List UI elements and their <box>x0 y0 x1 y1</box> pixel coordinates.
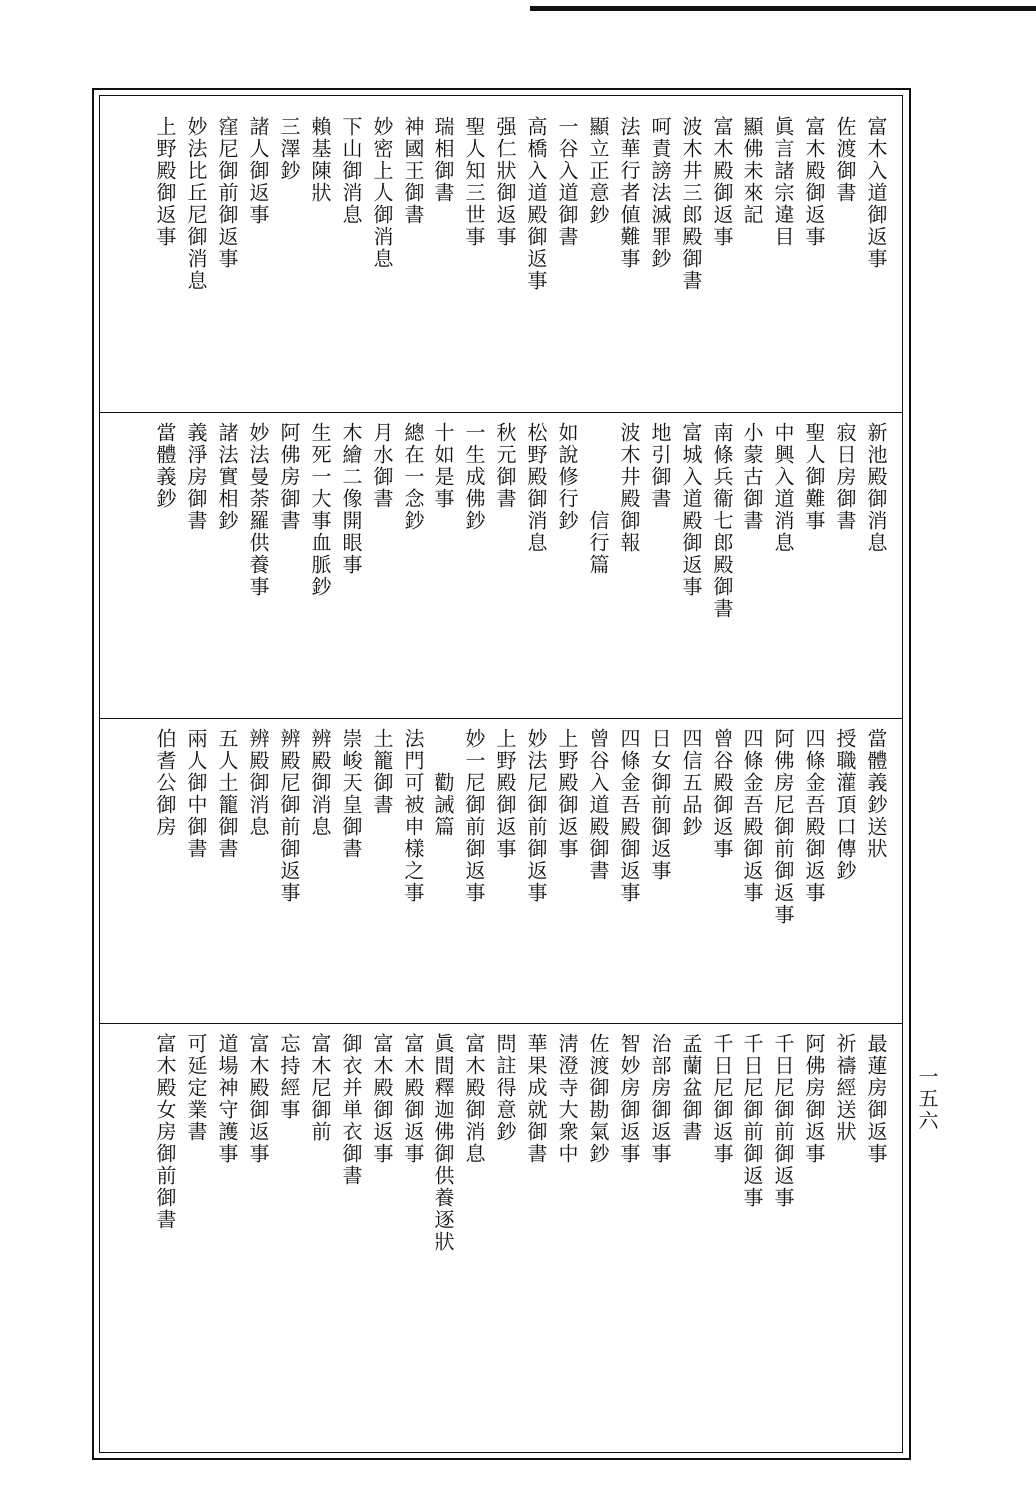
toc-entry: 寂日房御書 <box>833 422 857 532</box>
toc-entry: 五人土籠御書 <box>215 728 239 860</box>
section-divider <box>99 1023 903 1024</box>
toc-entry: 富木殿女房御前御書 <box>153 1033 177 1231</box>
toc-entry: 諸人御返事 <box>246 116 270 226</box>
toc-entry: 阿佛房御書 <box>277 422 301 532</box>
toc-entry: 曾谷殿御返事 <box>710 728 734 860</box>
toc-entry: 授職灌頂口傳鈔 <box>833 728 857 882</box>
toc-section-3 <box>100 728 902 1018</box>
toc-entry: 四條金吾殿御返事 <box>802 728 826 904</box>
toc-entry: 神國王御書 <box>401 116 425 226</box>
toc-entry: 祈禱經送狀 <box>833 1033 857 1143</box>
toc-entry: 佐渡御書 <box>833 116 857 204</box>
page-number: 一五六 <box>915 1066 939 1132</box>
toc-entry: 諸法實相鈔 <box>215 422 239 532</box>
toc-entry: 辨殿尼御前御返事 <box>277 728 301 904</box>
toc-entry: 妙法比丘尼御消息 <box>184 116 208 292</box>
toc-section-1 <box>100 116 902 406</box>
toc-entry: 義淨房御書 <box>184 422 208 532</box>
toc-entry: 阿佛房御返事 <box>802 1033 826 1165</box>
toc-entry: 孟蘭盆御書 <box>679 1033 703 1143</box>
toc-entry: 御衣并単衣御書 <box>339 1033 363 1187</box>
toc-entry: 富木殿御消息 <box>462 1033 486 1165</box>
toc-entry: 妙法曼荼羅供養事 <box>246 422 270 598</box>
toc-entry: 木繪二像開眼事 <box>339 422 363 576</box>
toc-entry: 中興入道消息 <box>771 422 795 554</box>
toc-entry: 呵責謗法滅罪鈔 <box>648 116 672 270</box>
toc-entry: 一生成佛鈔 <box>462 422 486 532</box>
toc-entry: 治部房御返事 <box>648 1033 672 1165</box>
toc-entry: 妙密上人御消息 <box>370 116 394 270</box>
toc-entry: 日女御前御返事 <box>648 728 672 882</box>
toc-entry: 瑞相御書 <box>431 116 455 204</box>
toc-entry: 千日尼御前御返事 <box>740 1033 764 1209</box>
toc-entry: 道場神守護事 <box>215 1033 239 1165</box>
toc-entry: 四條金吾殿御返事 <box>740 728 764 904</box>
toc-entry: 四條金吾殿御返事 <box>617 728 641 904</box>
toc-entry: 佐渡御勘氣鈔 <box>586 1033 610 1165</box>
toc-entry: 當體義鈔 <box>153 422 177 510</box>
toc-entry: 富木尼御前 <box>308 1033 332 1143</box>
toc-entry: 上野殿御返事 <box>153 116 177 248</box>
toc-entry: 月水御書 <box>370 422 394 510</box>
toc-entry: 聖人御難事 <box>802 422 826 532</box>
toc-entry: 窪尼御前御返事 <box>215 116 239 270</box>
toc-entry: 法門可被申樣之事 <box>401 728 425 904</box>
toc-entry: 秋元御書 <box>493 422 517 510</box>
toc-entry: 强仁狀御返事 <box>493 116 517 248</box>
toc-entry: 富城入道殿御返事 <box>679 422 703 598</box>
toc-entry: 眞言諸宗違目 <box>771 116 795 248</box>
toc-entry: 問註得意鈔 <box>493 1033 517 1143</box>
toc-entry: 當體義鈔送狀 <box>864 728 888 860</box>
toc-entry: 阿佛房尼御前御返事 <box>771 728 795 926</box>
top-rule <box>530 6 1036 11</box>
toc-entry: 千日尼御返事 <box>710 1033 734 1165</box>
toc-entry: 地引御書 <box>648 422 672 510</box>
toc-entry: 三澤鈔 <box>277 116 301 182</box>
toc-section-4 <box>100 1033 902 1445</box>
toc-heading: 勸誡篇 <box>431 772 455 838</box>
toc-entry: 千日尼御前御返事 <box>771 1033 795 1209</box>
toc-entry: 法華行者値難事 <box>617 116 641 270</box>
toc-entry: 上野殿御返事 <box>555 728 579 860</box>
section-divider <box>99 412 903 413</box>
toc-entry: 波木井三郎殿御書 <box>679 116 703 292</box>
toc-entry: 華果成就御書 <box>524 1033 548 1165</box>
toc-entry: 富木殿御返事 <box>370 1033 394 1165</box>
toc-entry: 波木井殿御報 <box>617 422 641 554</box>
toc-entry: 四信五品鈔 <box>679 728 703 838</box>
toc-entry: 高橋入道殿御返事 <box>524 116 548 292</box>
toc-entry: 松野殿御消息 <box>524 422 548 554</box>
toc-entry: 妙一尼御前御返事 <box>462 728 486 904</box>
toc-entry: 上野殿御返事 <box>493 728 517 860</box>
toc-entry: 下山御消息 <box>339 116 363 226</box>
toc-entry: 辨殿御消息 <box>246 728 270 838</box>
toc-entry: 新池殿御消息 <box>864 422 888 554</box>
toc-entry: 富木殿御返事 <box>710 116 734 248</box>
toc-entry: 賴基陳狀 <box>308 116 332 204</box>
toc-entry: 富木殿御返事 <box>802 116 826 248</box>
toc-entry: 生死一大事血脈鈔 <box>308 422 332 598</box>
toc-entry: 富木殿御返事 <box>401 1033 425 1165</box>
toc-entry: 富木殿御返事 <box>246 1033 270 1165</box>
toc-entry: 可延定業書 <box>184 1033 208 1143</box>
toc-entry: 兩人御中御書 <box>184 728 208 860</box>
toc-entry: 土籠御書 <box>370 728 394 816</box>
toc-entry: 一谷入道御書 <box>555 116 579 248</box>
toc-entry: 最蓮房御返事 <box>864 1033 888 1165</box>
toc-entry: 南條兵衞七郎殿御書 <box>710 422 734 620</box>
toc-entry: 如說修行鈔 <box>555 422 579 532</box>
toc-entry: 小蒙古御書 <box>740 422 764 532</box>
toc-entry: 崇峻天皇御書 <box>339 728 363 860</box>
toc-entry: 聖人知三世事 <box>462 116 486 248</box>
toc-entry: 忘持經事 <box>277 1033 301 1121</box>
toc-entry: 智妙房御返事 <box>617 1033 641 1165</box>
toc-entry: 總在一念鈔 <box>401 422 425 532</box>
toc-entry: 曾谷入道殿御書 <box>586 728 610 882</box>
toc-entry: 眞間釋迦佛御供養逐狀 <box>431 1033 455 1253</box>
toc-entry: 淸澄寺大衆中 <box>555 1033 579 1165</box>
toc-entry: 富木入道御返事 <box>864 116 888 270</box>
section-divider <box>99 718 903 719</box>
toc-entry: 伯耆公御房 <box>153 728 177 838</box>
toc-heading: 信行篇 <box>586 510 610 576</box>
toc-entry: 顯佛未來記 <box>740 116 764 226</box>
toc-section-2 <box>100 422 902 712</box>
toc-entry: 妙法尼御前御返事 <box>524 728 548 904</box>
toc-entry: 辨殿御消息 <box>308 728 332 838</box>
toc-entry: 十如是事 <box>431 422 455 510</box>
toc-entry: 顯立正意鈔 <box>586 116 610 226</box>
